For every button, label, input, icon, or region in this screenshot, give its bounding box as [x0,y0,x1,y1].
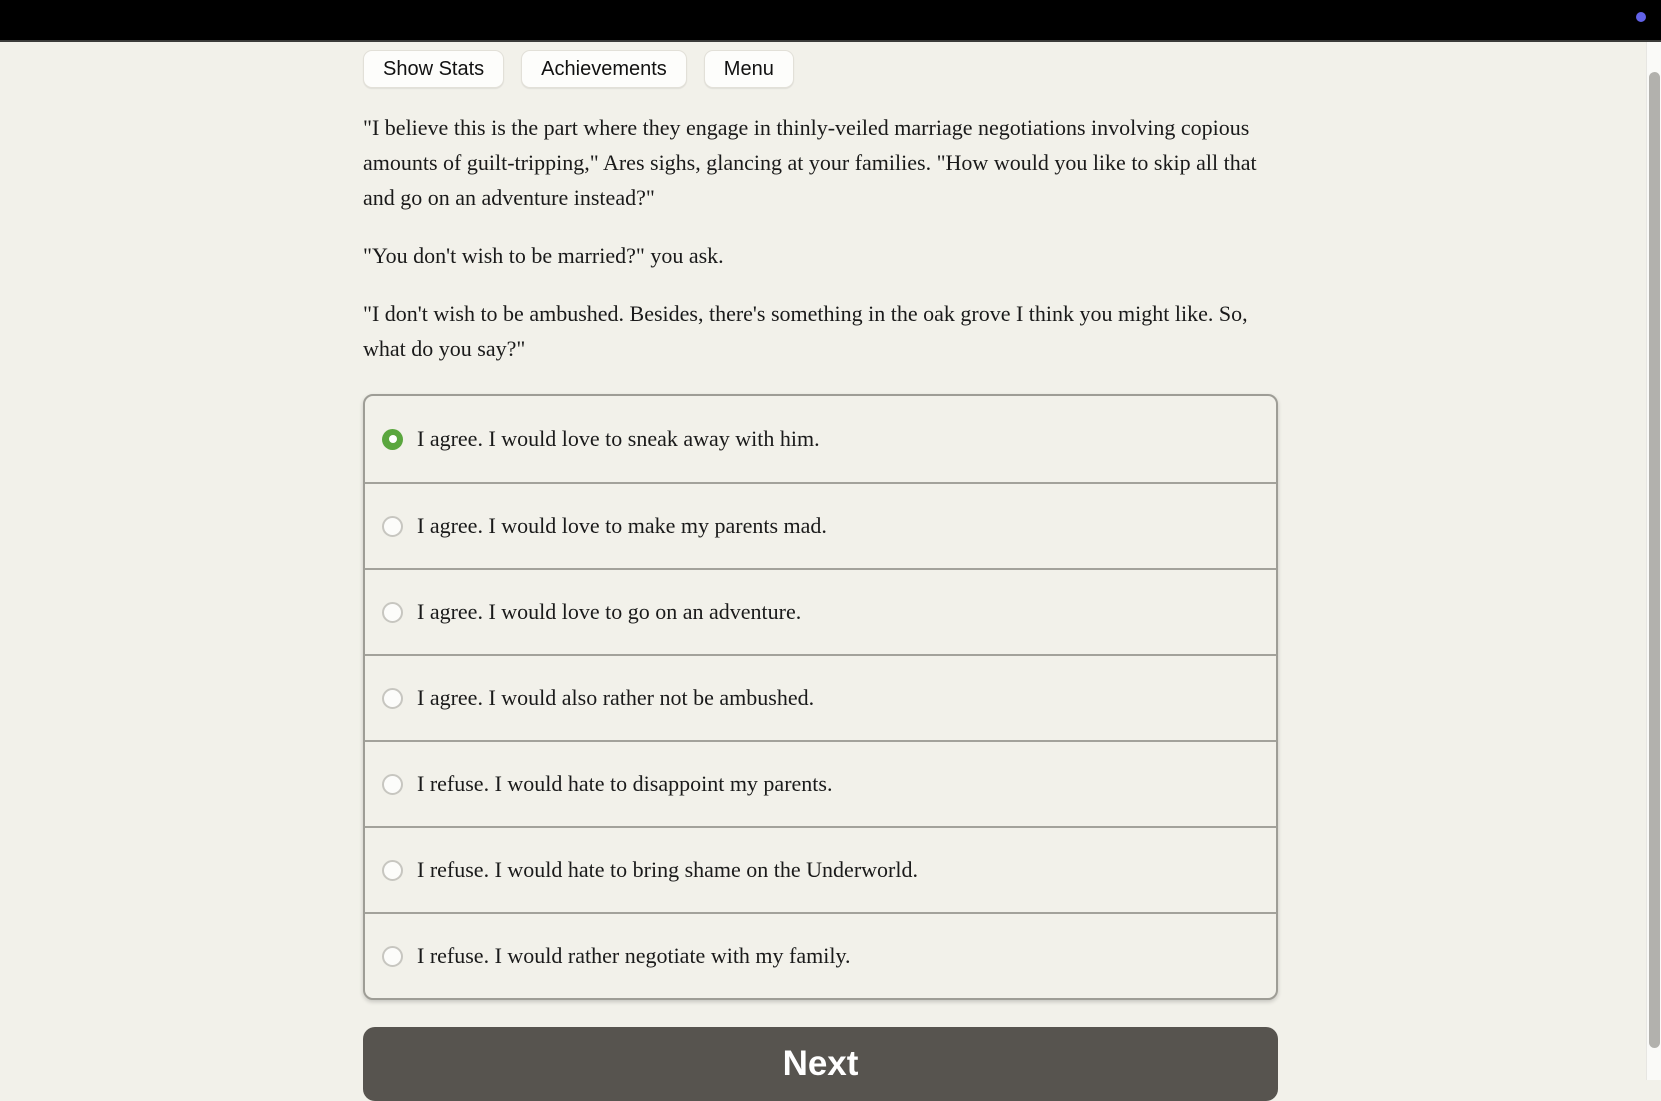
choice-option-2[interactable] [365,482,1276,568]
story-paragraph: "I believe this is the part where they engage in thinly-veiled marriage negotiations involving copious amounts of guilt-tripping," Ares sighs, glancing at your families. "How would you like to skip all that and go on an adventure instead?" [363,115,1257,210]
choice-option-label: I agree. I would love to sneak away with him. [417,426,820,451]
radio-button-icon[interactable] [382,774,403,795]
radio-button-icon[interactable] [382,429,403,450]
choice-option-label: I refuse. I would rather negotiate with my family. [417,943,851,968]
choice-option-3[interactable] [365,568,1276,654]
choice-option-7[interactable] [365,912,1276,998]
choice-list [363,394,1278,1000]
choice-option-5[interactable] [365,740,1276,826]
choice-option-6[interactable] [365,826,1276,912]
game-content-column [363,50,1278,1101]
radio-button-icon[interactable] [382,602,403,623]
radio-button-icon[interactable] [382,516,403,537]
choice-option-4[interactable] [365,654,1276,740]
story-paragraph: "I don't wish to be ambushed. Besides, there's something in the oak grove I think you might like. So, what do you say?" [363,301,1248,361]
story-paragraph: "You don't wish to be married?" you ask. [363,243,724,268]
choice-option-label: I refuse. I would hate to bring shame on the Underworld. [417,857,918,882]
radio-button-icon[interactable] [382,860,403,881]
choice-option-label: I agree. I would love to go on an adventure. [417,599,802,624]
recording-indicator-dot [1636,12,1646,22]
game-toolbar [363,50,1278,88]
choice-option-label: I agree. I would also rather not be ambushed. [417,685,815,710]
achievements-button[interactable]: Achievements [521,50,687,88]
choice-option-1[interactable] [365,396,1276,482]
page-scrollbar[interactable] [1646,42,1661,1080]
radio-button-icon[interactable] [382,946,403,967]
radio-button-icon[interactable] [382,688,403,709]
show-stats-button[interactable]: Show Stats [363,50,504,88]
choice-option-label: I agree. I would love to make my parents mad. [417,513,827,538]
menu-button[interactable]: Menu [704,50,794,88]
top-black-bar [0,0,1661,40]
topbar-divider [0,40,1661,42]
scrollbar-thumb[interactable] [1649,72,1660,1048]
choice-option-label: I refuse. I would hate to disappoint my parents. [417,771,833,796]
next-button[interactable]: Next [363,1027,1278,1101]
story-text [363,110,1278,366]
